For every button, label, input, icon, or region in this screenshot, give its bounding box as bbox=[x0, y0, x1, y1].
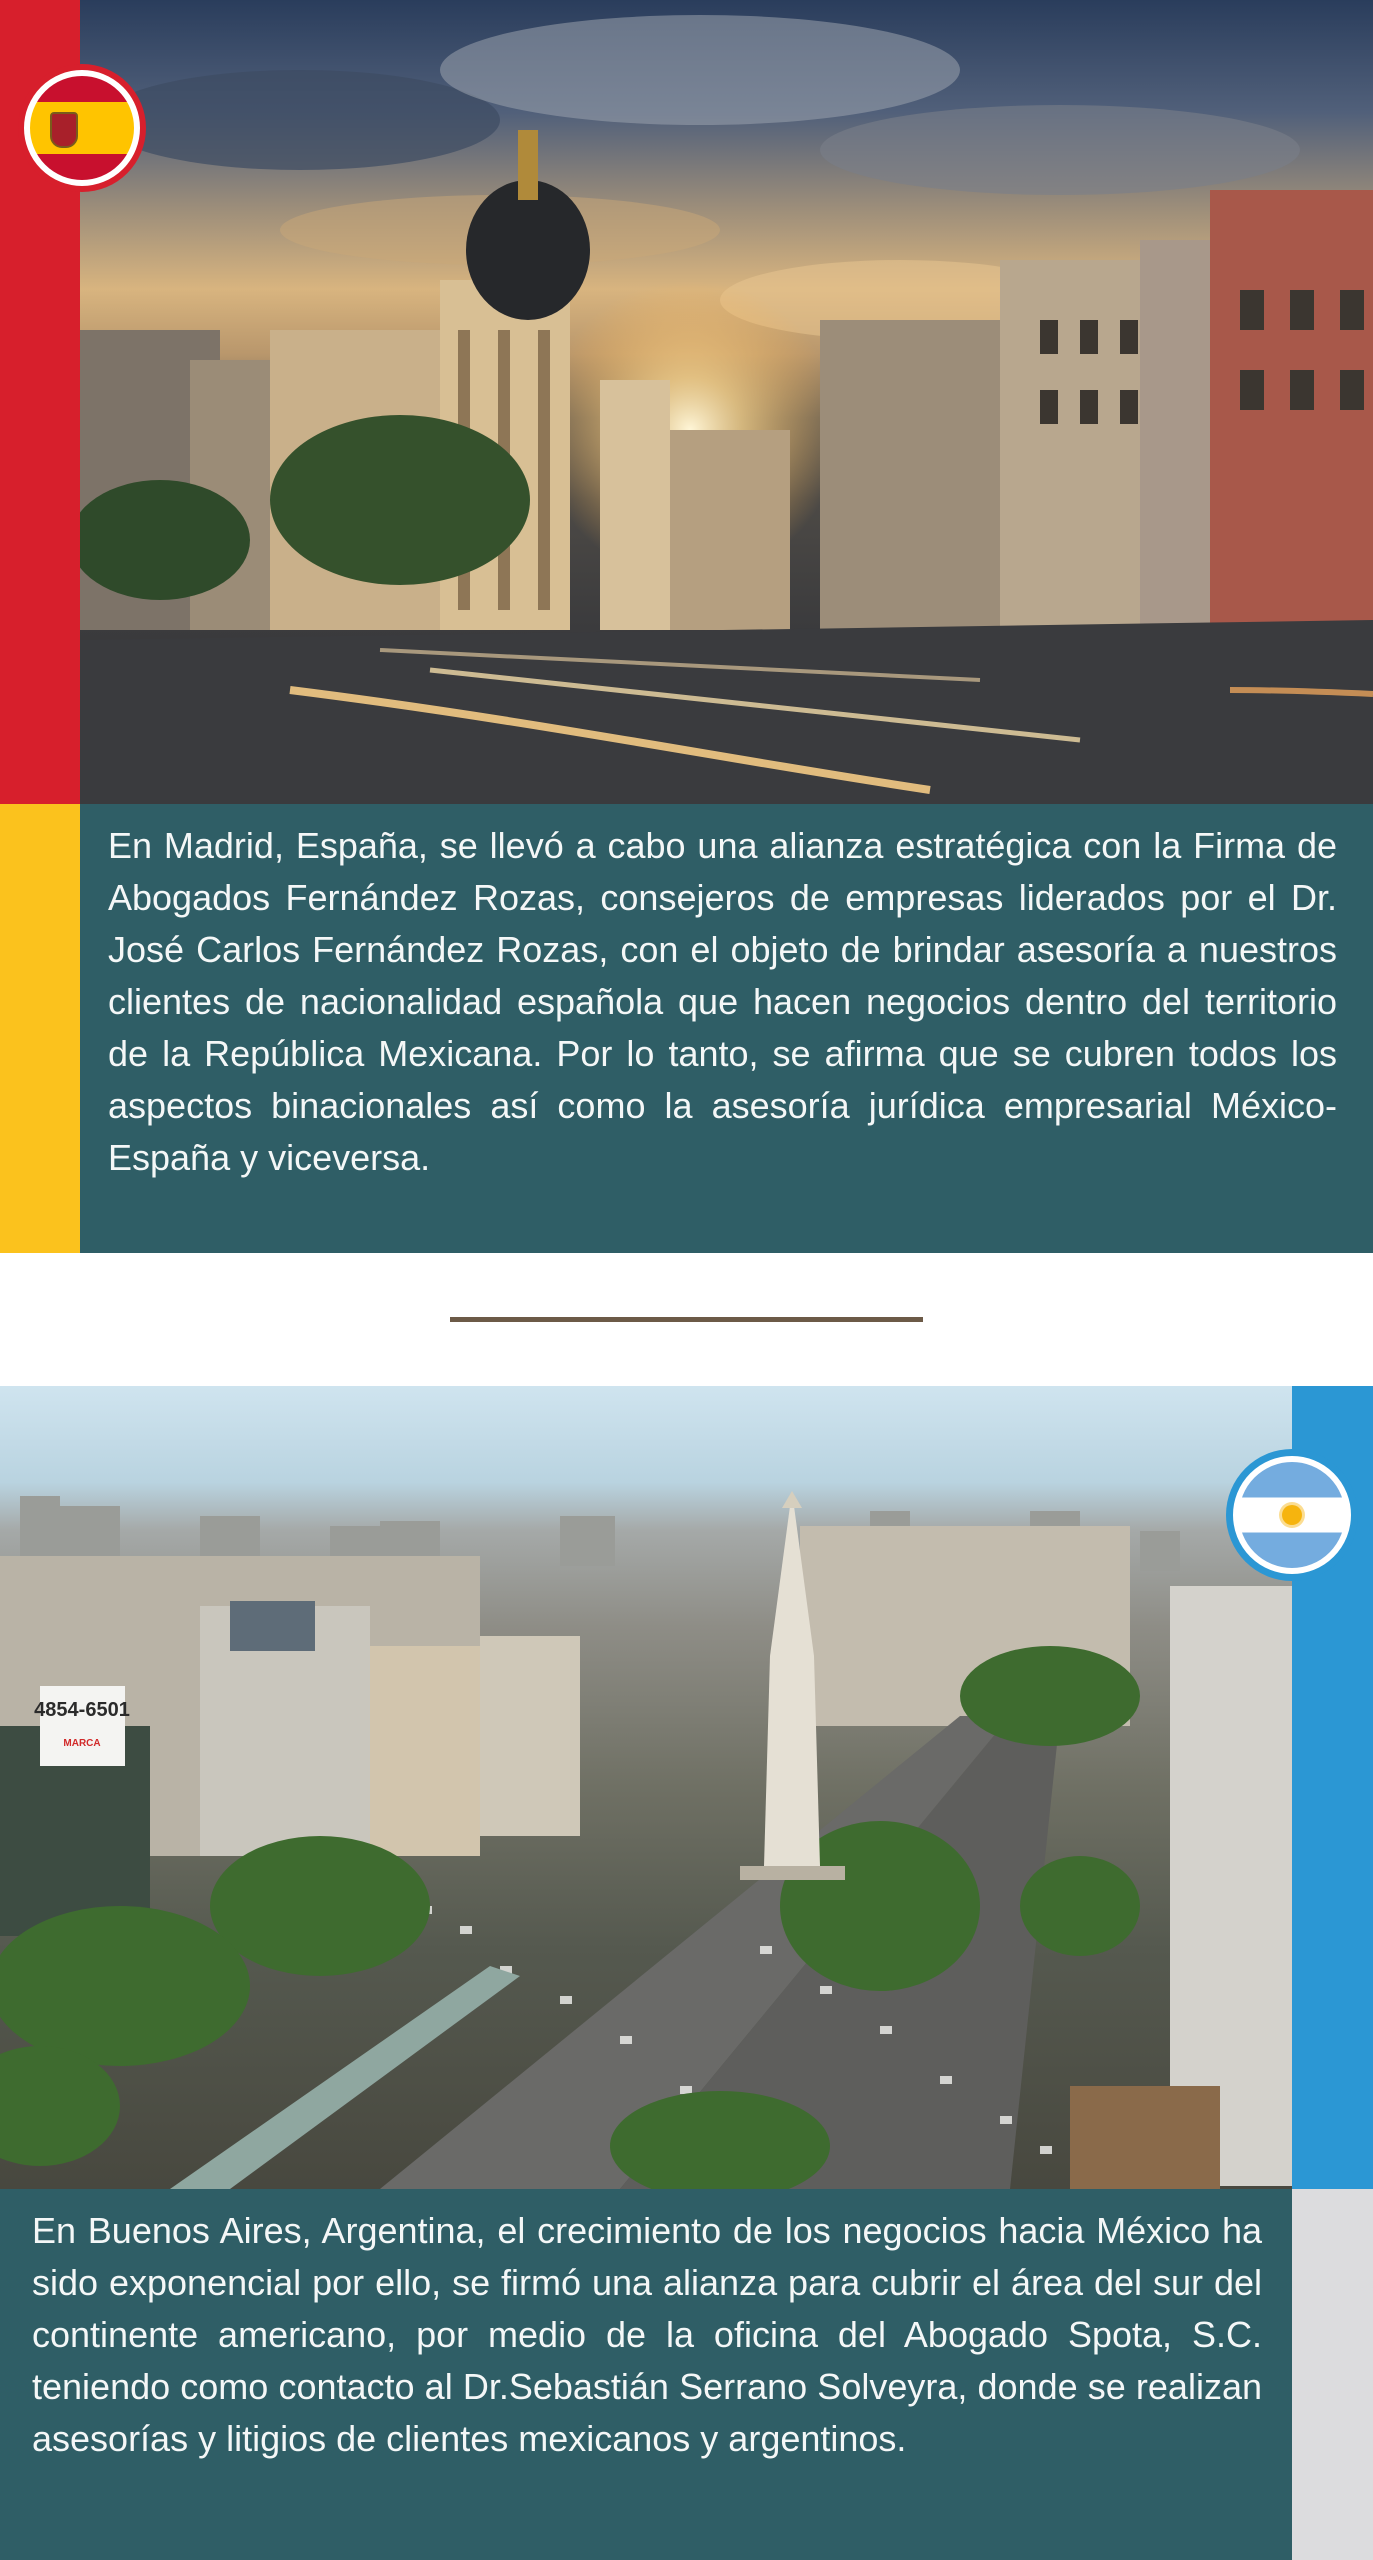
spain-yellow-accent-bar bbox=[0, 804, 80, 1253]
section-divider bbox=[450, 1317, 923, 1322]
madrid-photo-illustration bbox=[80, 0, 1373, 804]
billboard-brand-text: MARCA bbox=[63, 1738, 101, 1749]
spain-flag-circle bbox=[24, 70, 140, 186]
argentina-grey-accent-bar bbox=[1292, 2189, 1373, 2560]
buenos-aires-photo-illustration bbox=[0, 1386, 1292, 2189]
madrid-description-panel bbox=[80, 804, 1373, 1253]
madrid-description-text: En Madrid, España, se llevó a cabo una alianza estratégica con la Firma de Abogados Fernández Rozas, consejeros de empresas liderados por el Dr. José Carlos Fernández Rozas, con el objeto de brindar asesoría a nuestros clientes de nacionalidad española que hacen negocios dentro del territorio de la República Mexicana. Por lo tanto, se afirma que se cubren todos los aspectos binacionales así como la asesoría jurídica empresarial México-España y viceversa. bbox=[108, 825, 1337, 1178]
madrid-street-photo bbox=[80, 0, 1373, 804]
buenos-aires-description-panel bbox=[0, 2189, 1292, 2560]
buenos-aires-description-text: En Buenos Aires, Argentina, el crecimiento de los negocios hacia México ha sido exponencial por ello, se firmó una alianza para cubrir el área del sur del continente americano, por medio de la oficina del Abogado Spota, S.C. teniendo como contacto al Dr.Sebastián Serrano Solveyra, donde se realizan asesorías y litigios de clientes mexicanos y argentinos. bbox=[32, 2210, 1262, 2459]
billboard-phone-text: 4854-6501 bbox=[34, 1699, 130, 1721]
sun-of-may-icon bbox=[1282, 1505, 1302, 1525]
spain-flag-icon bbox=[18, 64, 146, 192]
argentina-flag-icon bbox=[1226, 1449, 1358, 1581]
spain-coat-of-arms-icon bbox=[50, 112, 78, 148]
buenos-aires-aerial-photo bbox=[0, 1386, 1292, 2189]
argentina-flag-circle bbox=[1233, 1456, 1351, 1574]
